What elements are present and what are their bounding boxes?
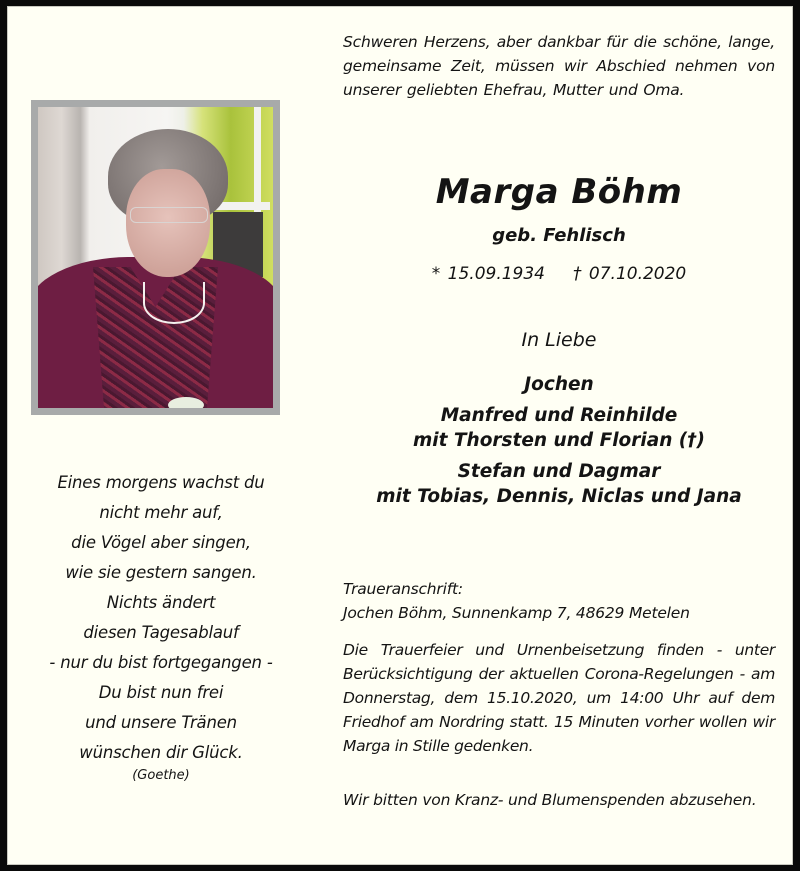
deceased-name: Marga Böhm <box>435 172 683 212</box>
in-love-label: In Liebe <box>521 329 597 351</box>
face <box>126 169 210 277</box>
address-label: Traueranschrift: <box>343 580 463 598</box>
mourner-line: Manfred und Reinhilde <box>440 405 678 426</box>
poem-line: Eines morgens wachst du <box>57 473 265 492</box>
poem-line: diesen Tagesablauf <box>83 623 239 642</box>
birth-date: * 15.09.1934 <box>431 264 545 284</box>
mourner-group <box>343 459 775 509</box>
poem-line: die Vögel aber singen, <box>71 533 251 552</box>
glasses <box>130 207 208 223</box>
mourning-address <box>343 577 775 625</box>
poem-line: - nur du bist fortgegangen - <box>49 653 273 672</box>
mourner-line: Jochen <box>524 374 594 395</box>
donation-note: Wir bitten von Kranz- und Blumenspenden abzusehen. <box>343 791 757 809</box>
ceremony-text: Die Trauerfeier und Urnenbeisetzung finden - unter Berücksichtigung der aktuellen Corona-Regelungen - am Donnerstag, dem 15.10.2020, um 14:00 Uhr auf dem Friedhof am Nordring statt. 15 Minuten vorher wollen wir Marga in Stille gedenken. <box>343 641 775 755</box>
obituary-card <box>7 6 793 865</box>
pearl-necklace <box>143 282 205 324</box>
poem-line: nicht mehr auf, <box>99 503 223 522</box>
poem-line: wünschen dir Glück. <box>79 743 243 762</box>
mourner-line: mit Tobias, Dennis, Niclas und Jana <box>376 486 742 507</box>
intro-text: Schweren Herzens, aber dankbar für die schöne, lange, gemeinsame Zeit, müssen wir Abschied nehmen von unserer geliebten Ehefrau, Mutter und Oma. <box>343 33 775 99</box>
mourner-line: Stefan und Dagmar <box>457 461 661 482</box>
maiden-name: geb. Fehlisch <box>492 225 626 246</box>
poem <box>21 468 301 768</box>
life-dates <box>343 264 775 284</box>
mourner-group <box>343 372 775 397</box>
mourners-list <box>343 372 775 515</box>
poem-author: (Goethe) <box>132 768 190 783</box>
death-date: † 07.10.2020 <box>573 264 687 284</box>
portrait-photo <box>38 107 273 408</box>
poem-line: Du bist nun frei <box>98 683 224 702</box>
address-value: Jochen Böhm, Sunnenkamp 7, 48629 Metelen <box>343 604 690 622</box>
mourner-line: mit Thorsten und Florian (†) <box>413 430 705 451</box>
poem-line: und unsere Tränen <box>85 713 237 732</box>
portrait-photo-frame <box>31 100 280 415</box>
mourner-group <box>343 403 775 453</box>
flower <box>168 397 204 408</box>
poem-line: wie sie gestern sangen. <box>65 563 257 582</box>
poem-line: Nichts ändert <box>106 593 216 612</box>
